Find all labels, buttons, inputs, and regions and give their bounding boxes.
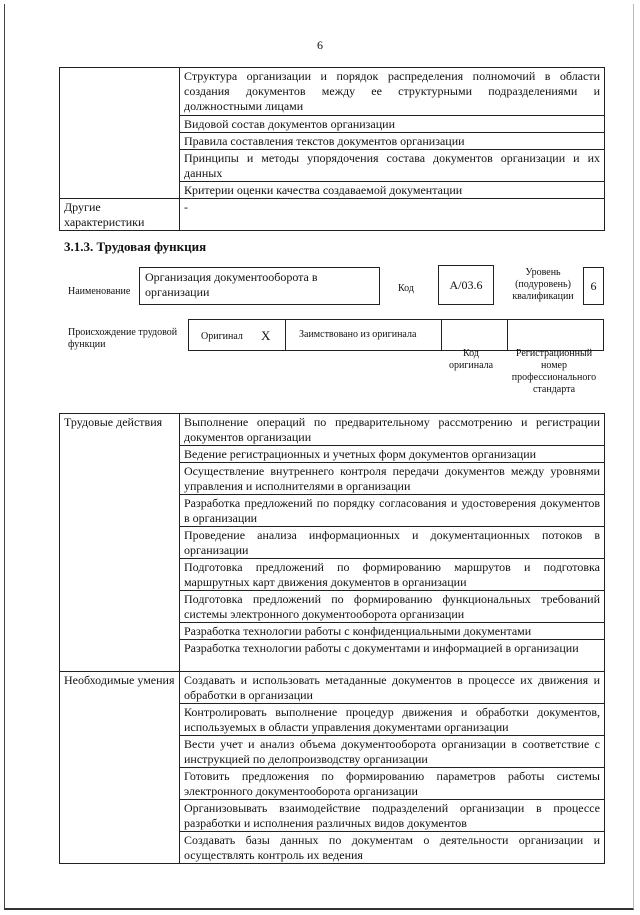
knowledge-table [59,67,605,231]
divider [507,320,508,350]
other-characteristics-value: - [180,199,605,231]
table-row [60,672,605,704]
table-row [60,199,605,231]
name-label: Наименование [68,286,131,297]
action-item: Разработка предложений по порядку согласования и удостоверения документов в организации [180,495,605,527]
origin-label: Происхождение трудовой функции [68,327,178,350]
divider [441,320,442,350]
function-name-box [139,267,380,305]
level-box [583,267,604,305]
table-row [60,68,605,116]
action-item: Разработка технологии работы с конфиденциальными документами [180,623,605,640]
action-item: Подготовка предложений по формированию функциональных требований системы электронного документооборота организации [180,591,605,623]
knowledge-item: Видовой состав документов организации [180,116,605,133]
code-original-caption: Код оригинала [448,348,494,371]
knowledge-item: Принципы и методы упорядочения состава документов организации и их данных [180,150,605,182]
skill-item: Готовить предложения по формированию параметров работы системы электронного документооборота организации [180,768,605,800]
actions-label: Трудовые действия [60,414,180,672]
action-item: Осуществление внутреннего контроля передачи документов между уровнями управления и исполнителями в организации [180,463,605,495]
skill-item: Организовывать взаимодействие подразделений организации в процессе разработки и исполнения различных видов документов [180,800,605,832]
empty-label-cell [60,68,180,199]
skill-item: Создавать и использовать метаданные документов в процессе их движения и обработки в организации [180,672,605,704]
reg-number-caption: Регистрационный номер профессионального стандарта [511,348,597,395]
action-item: Проведение анализа информационных и документационных потоков в организации [180,527,605,559]
table-row [60,414,605,446]
skill-item: Вести учет и анализ объема документооборота организации в соответствие с инструкцией по делопроизводству организации [180,736,605,768]
code-box [438,265,494,305]
skill-item: Контролировать выполнение процедур движения и обработки документов, используемых в области управления документами организации [180,704,605,736]
function-name: Организация документооборота в организации [145,270,318,299]
knowledge-item: Критерии оценки качества создаваемой документации [180,182,605,199]
code-label: Код [398,283,414,294]
other-characteristics-label: Другие характеристики [60,199,180,231]
skill-item: Создавать базы данных по документам о деятельности организации и осуществлять контроль их ведения [180,832,605,864]
action-item: Подготовка предложений по формированию маршрутов и подготовка маршрутных карт движения документов в организации [180,559,605,591]
borrowed-label: Заимствовано из оригинала [299,329,417,340]
code-value: A/03.6 [449,277,483,292]
knowledge-item: Структура организации и порядок распределения полномочий в области создания документов между ее структурными подразделениями и должностными лицами [180,68,605,116]
skills-label: Необходимые умения [60,672,180,864]
level-label: Уровень (подуровень) квалификации [512,267,574,302]
divider [285,320,286,350]
original-label: Оригинал [201,331,243,342]
level-value: 6 [590,278,597,293]
page-number: 6 [317,38,323,52]
origin-row [188,319,604,351]
original-mark: X [261,328,271,343]
actions-table [59,413,605,864]
action-item: Разработка технологии работы с документами и информацией в организации [180,640,605,672]
action-item: Выполнение операций по предварительному рассмотрению и регистрации документов организации [180,414,605,446]
knowledge-item: Правила составления текстов документов организации [180,133,605,150]
section-title: 3.1.3. Трудовая функция [64,239,207,254]
action-item: Ведение регистрационных и учетных форм документов организации [180,446,605,463]
